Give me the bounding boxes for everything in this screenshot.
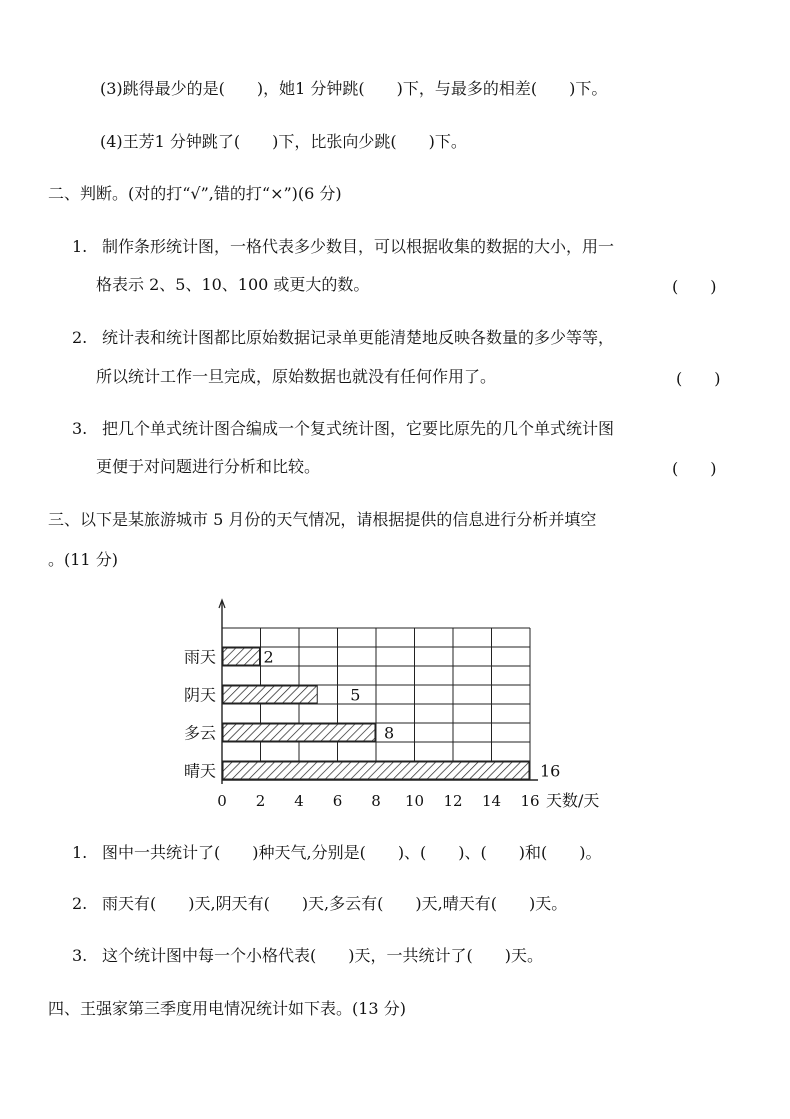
s2-item-3-answer-paren[interactable]: ( ) (672, 459, 717, 478)
bar-2 (223, 686, 317, 703)
x-tick-label: 6 (332, 792, 343, 810)
bar-3 (223, 724, 375, 741)
bar-value-label: 5 (350, 685, 361, 705)
s3-question-1-number: 1. (72, 843, 88, 862)
bar-1 (223, 648, 260, 665)
s2-item-1-line2: 格表示 2、5、10、100 或更大的数。 (96, 275, 370, 294)
s2-item-1-number: 1. (72, 237, 88, 256)
s2-item-2-answer-paren[interactable]: ( ) (676, 369, 721, 388)
x-tick-label: 4 (294, 792, 304, 810)
category-label: 阴天 (183, 685, 216, 705)
x-tick-label: 14 (481, 792, 502, 810)
weather-bar-chart (160, 596, 640, 816)
s2-item-3-line1: 把几个单式统计图合编成一个复式统计图，它要比原先的几个单式统计图 (102, 419, 615, 438)
x-tick-label: 0 (217, 792, 227, 810)
category-label: 多云 (183, 723, 216, 743)
s3-question-2: 雨天有( )天,阴天有( )天,多云有( )天,晴天有( )天。 (102, 894, 568, 913)
category-label: 晴天 (183, 761, 216, 781)
x-tick-label: 2 (255, 792, 266, 810)
section3-heading-line2: 。(11 分) (48, 550, 118, 569)
s3-question-3-number: 3. (72, 946, 88, 965)
section4-heading: 四、王强家第三季度用电情况统计如下表。(13 分) (48, 999, 406, 1018)
s3-question-2-number: 2. (72, 894, 88, 913)
s2-item-1-line1: 制作条形统计图，一格代表多少数目，可以根据收集的数据的大小，用一 (102, 237, 615, 256)
s3-question-3: 这个统计图中每一个小格代表( )天，一共统计了( )天。 (102, 946, 543, 965)
x-tick-label: 10 (404, 792, 425, 810)
s2-item-3-number: 3. (72, 419, 88, 438)
section3-heading-line1: 三、以下是某旅游城市 5 月份的天气情况，请根据提供的信息进行分析并填空 (48, 510, 597, 529)
x-tick-label: 16 (520, 792, 540, 810)
x-axis-title: 天数/天 (546, 791, 600, 810)
s3-question-1: 图中一共统计了( )种天气,分别是( )、( )、( )和( )。 (102, 843, 602, 862)
section2-heading: 二、判断。(对的打“√”,错的打“×”)(6 分) (48, 184, 342, 203)
bar-4 (223, 762, 529, 779)
x-tick-label: 12 (443, 792, 463, 810)
s2-item-2-number: 2. (72, 328, 88, 347)
s2-item-2-line2: 所以统计工作一旦完成，原始数据也就没有任何作用了。 (96, 367, 497, 386)
s2-item-1-answer-paren[interactable]: ( ) (672, 277, 717, 296)
q1-item-4: (4)王芳1 分钟跳了( )下，比张向少跳( )下。 (100, 132, 467, 151)
bar-value-label: 16 (540, 761, 561, 781)
bar-value-label: 2 (263, 647, 274, 667)
s2-item-2-line1: 统计表和统计图都比原始数据记录单更能清楚地反映各数量的多少等等， (102, 328, 615, 347)
bar-value-label: 8 (384, 723, 395, 743)
q1-item-3: (3)跳得最少的是( )，她1 分钟跳( )下，与最多的相差( )下。 (100, 79, 608, 98)
x-tick-label: 8 (371, 792, 381, 810)
s2-item-3-line2: 更便于对问题进行分析和比较。 (96, 457, 321, 476)
category-label: 雨天 (183, 647, 216, 667)
